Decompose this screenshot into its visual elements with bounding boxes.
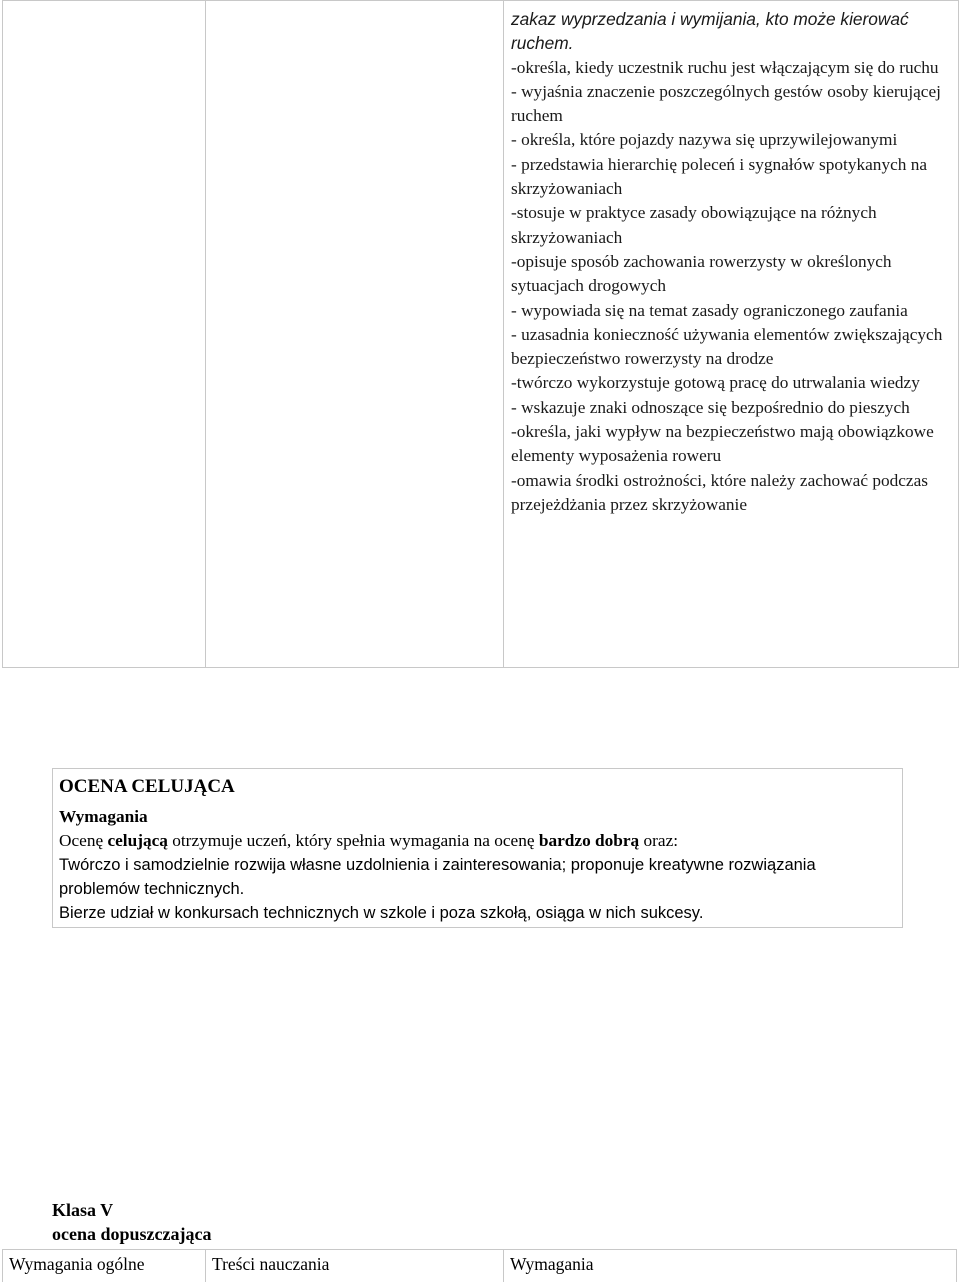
list-item: -opisuje sposób zachowania rowerzysty w określonych sytuacjach drogowych <box>511 251 892 296</box>
list-item: - wskazuje znaki odnoszące się bezpośrednio do pieszych <box>511 397 910 417</box>
grade-paragraph: Twórczo i samodzielnie rozwija własne uzdolnienia i zainteresowania; proponuje kreatywne rozwiązania problemów technicznych. <box>59 856 816 898</box>
list-item: - uzasadnia konieczność używania elementów zwiększających bezpieczeństwo rowerzysty na drodze <box>511 324 943 369</box>
requirements-table <box>2 0 959 668</box>
list-item: -omawia środki ostrożności, które należy zachować podczas przejeżdżania przez skrzyżowanie <box>511 470 928 514</box>
grade-intro <box>59 829 896 853</box>
header-content: Treści nauczania <box>206 1250 504 1282</box>
grade-paragraph: Bierze udział w konkursach technicznych w szkole i poza szkołą, osiąga w nich sukcesy. <box>59 904 704 922</box>
requirements-list <box>504 1 958 517</box>
requirements-cell <box>504 1 959 668</box>
class-heading <box>52 1198 211 1246</box>
grade-excellent-box <box>52 768 903 928</box>
grade-subtitle: Wymagania <box>59 807 148 826</box>
list-item: - wyjaśnia znaczenie poszczególnych gestów osoby kierującej ruchem <box>511 81 941 126</box>
list-item: -określa, jaki wypływ na bezpieczeństwo mają obowiązkowe elementy wyposażenia roweru <box>511 422 934 466</box>
list-item: -twórczo wykorzystuje gotową pracę do utrwalania wiedzy <box>511 373 920 393</box>
list-item: - przedstawia hierarchię poleceń i sygnałów spotykanych na skrzyżowaniach <box>511 154 928 199</box>
header-requirements: Wymagania <box>504 1250 957 1282</box>
intro-text: Ocenę <box>59 831 108 850</box>
content-cell <box>206 1 504 668</box>
grade-label: ocena dopuszczająca <box>52 1224 212 1244</box>
grade-title: OCENA CELUJĄCA <box>59 776 235 797</box>
general-requirements-cell <box>3 1 206 668</box>
list-item: -określa, kiedy uczestnik ruchu jest włączającym się do ruchu <box>511 57 939 77</box>
list-item: - wypowiada się na temat zasady ograniczonego zaufania <box>511 300 908 320</box>
list-item: - określa, które pojazdy nazywa się uprzywilejowanymi <box>511 130 898 150</box>
intro-text: otrzymuje uczeń, który spełnia wymagania na ocenę <box>167 831 539 850</box>
intro-emphasis-previous-grade: bardzo dobrą <box>538 831 640 850</box>
list-item: zakaz wyprzedzania i wymijania, kto może kierować ruchem. <box>511 9 909 54</box>
class-table-header <box>2 1249 957 1282</box>
list-item: -stosuje w praktyce zasady obowiązujące na różnych skrzyżowaniach <box>511 203 877 247</box>
header-general-requirements: Wymagania ogólne <box>3 1250 206 1282</box>
intro-text: oraz: <box>639 831 679 850</box>
class-label: Klasa V <box>52 1200 114 1220</box>
intro-emphasis-grade: celującą <box>107 831 168 850</box>
